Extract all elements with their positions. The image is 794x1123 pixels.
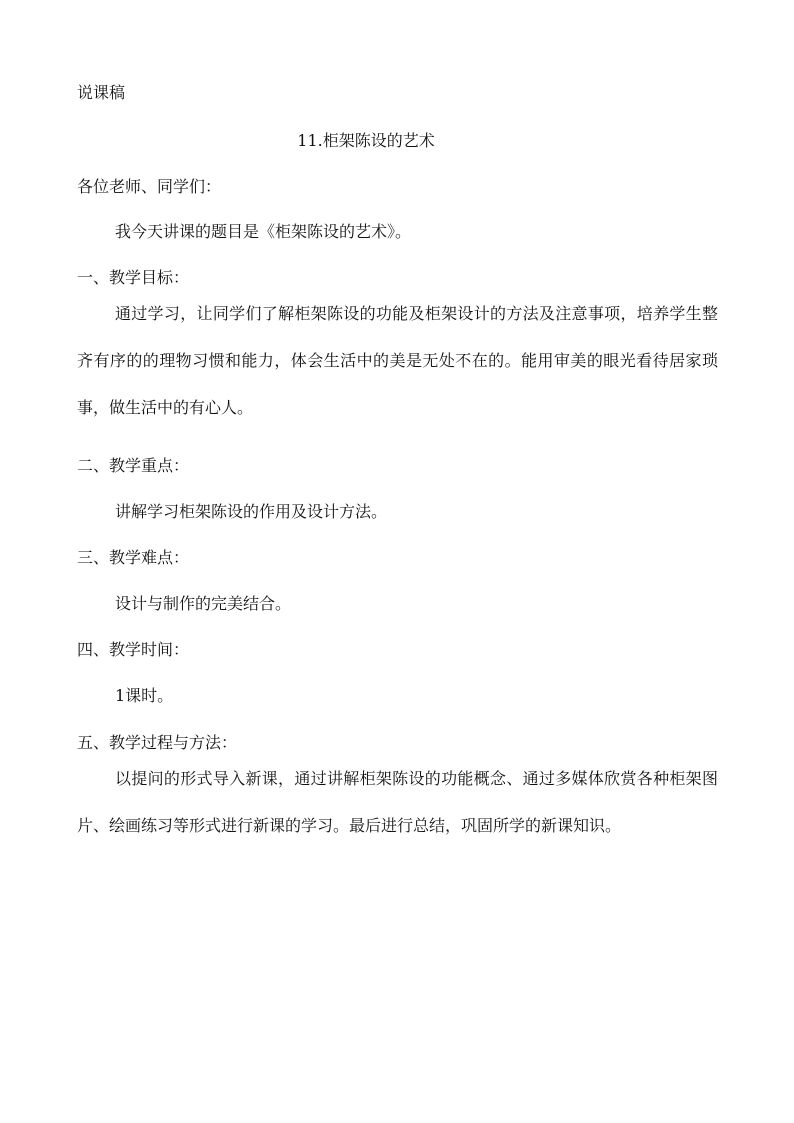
doc-title: 11.柜架陈设的艺术 bbox=[297, 131, 435, 150]
section-body-objectives: 通过学习，让同学们了解柜架陈设的功能及柜架设计的方法及注意事项，培养学生整齐有序的的理物习惯和能力，体会生活中的美是无处不在的。能用审美的眼光看待居家琐事，做生活中的有心人。 bbox=[77, 304, 718, 417]
section-heading-objectives: 一、教学目标： bbox=[77, 268, 190, 287]
section-body-key-points: 讲解学习柜架陈设的作用及设计方法。 bbox=[115, 502, 388, 521]
intro-paragraph: 我今天讲课的题目是《柜架陈设的艺术》。 bbox=[115, 222, 412, 241]
doc-label: 说课稿 bbox=[77, 83, 126, 102]
section-body-time: 1课时。 bbox=[115, 686, 174, 705]
section-heading-key-points: 二、教学重点： bbox=[77, 456, 190, 475]
section-heading-difficulties: 三、教学难点： bbox=[77, 548, 190, 567]
section-body-difficulties: 设计与制作的完美结合。 bbox=[115, 594, 292, 613]
doc-title-row bbox=[0, 131, 794, 151]
greeting: 各位老师、同学们： bbox=[77, 177, 222, 196]
section-body-process: 以提问的形式导入新课，通过讲解柜架陈设的功能概念、通过多媒体欣赏各种柜架图片、绘画练习等形式进行新课的学习。最后进行总结，巩固所学的新课知识。 bbox=[77, 769, 718, 835]
section-heading-time: 四、教学时间： bbox=[77, 640, 190, 659]
section-heading-process: 五、教学过程与方法： bbox=[77, 733, 238, 752]
